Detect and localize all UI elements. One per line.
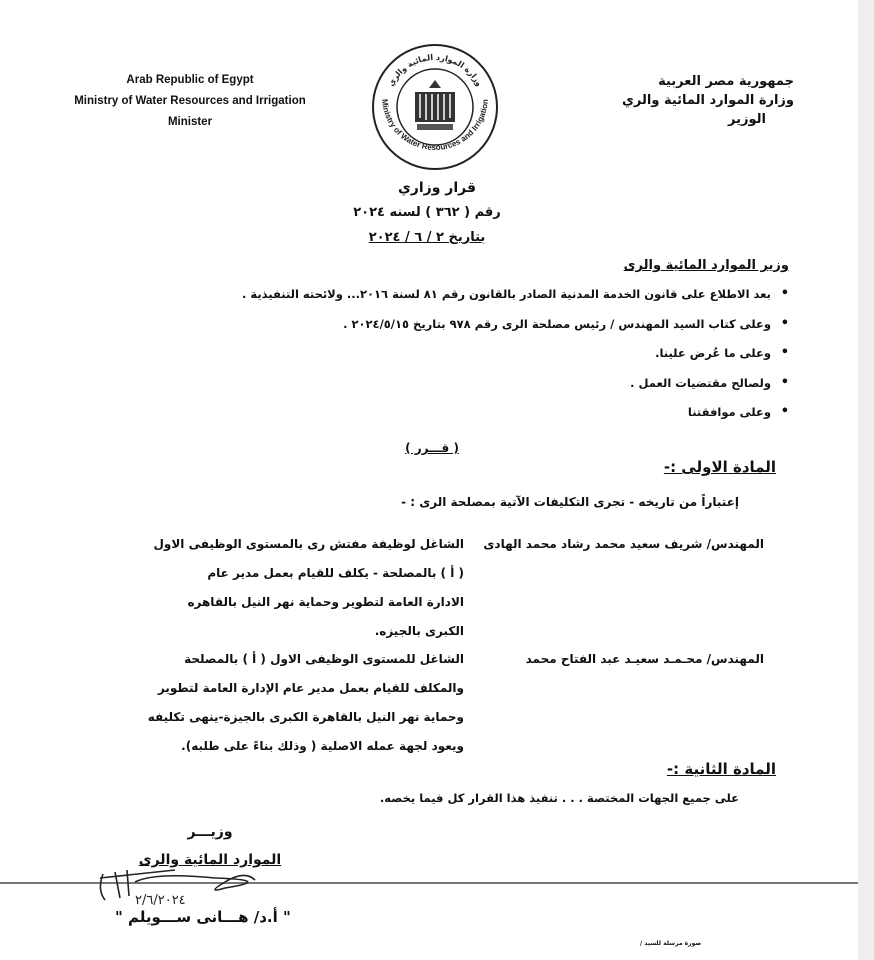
preamble-item: • وعلى ما عُرض علينا. [242,346,789,376]
entry-2-name: المهندس/ محـمـد سعيـد عبد الفتاح محمد [525,652,764,666]
header-ar-ministry: وزارة الموارد المائية والري [622,93,794,108]
signature-ministry: الموارد المائية والرى [138,852,282,868]
decree-title: قرار وزاري [397,180,477,196]
entry-line: الادارة العامة لتطوير وحماية نهر النيل بالقاهره [187,595,464,609]
signature-title: وزيـــر [187,824,233,840]
svg-text:٢/٦/٢٠٢٤: ٢/٦/٢٠٢٤ [135,893,186,908]
article2-heading: المادة الثانية :- [666,760,776,778]
article1-intro: إعتباراً من تاريخه - تجرى التكليفات الآتية بمصلحة الرى : - [401,495,739,509]
preamble-item: • بعد الاطلاع على قانون الخدمة المدنية الصادر بالقانون رقم ٨١ لسنة ٢٠١٦... ولائحته التنفيذية . [242,287,789,317]
minister-heading: وزير الموارد المائية والرى [623,258,789,273]
header-en [40,70,340,133]
ministry-seal-icon [360,42,510,177]
header-ar-country: جمهورية مصر العربية [658,74,794,89]
entry-line: وحماية نهر النيل بالقاهرة الكبرى بالجيزة-ينهى تكليفه [147,710,464,724]
article1-heading: المادة الاولى :- [663,458,776,476]
handwritten-signature-icon [95,860,285,910]
preamble-item: • وعلى موافقتنا [242,405,789,435]
preamble-item: • وعلى كتاب السيد المهندس / رئيس مصلحة الرى رقم ٩٧٨ بتاريخ ٢٠٢٤/٥/١٥ . [242,317,789,347]
svg-text:Ministry of Water Resources an: Ministry of Water Resources and Irrigation [379,98,490,153]
svg-text:وزارة الموارد المائية والري: وزارة الموارد المائية والري [386,52,484,88]
header-en-country: Arab Republic of Egypt [126,74,254,86]
preamble-item: • ولصالح مقتضيات العمل . [242,376,789,406]
entry-line: الشاغل للمستوى الوظيفى الاول ( أ ) بالمصلحة [184,652,464,666]
header-ar-minister: الوزير [728,112,766,127]
preamble-list [242,287,789,435]
header-en-minister: Minister [167,116,213,128]
page-edge [858,0,874,960]
header-en-ministry: Ministry of Water Resources and Irrigation [74,95,306,107]
article2-text: على جميع الجهات المختصة . . . تنفيذ هذا القرار كل فيما يخصه. [379,791,739,805]
decree-date: بتاريخ ٢ / ٦ / ٢٠٢٤ [368,230,486,245]
entry-2-details [104,645,464,761]
entry-line: والمكلف للقيام بعمل مدير عام الإدارة العامة لتطوير [157,681,464,695]
entry-line: ويعود لجهة عمله الاصلية ( وذلك بناءً على طلبه). [181,739,464,753]
entry-1-name: المهندس/ شريف سعيد محمد رشاد محمد الهادى [483,537,764,551]
entry-line: ( أ ) بالمصلحة - يكلف للقيام بعمل مدير عام [207,566,464,580]
entry-1-details [104,530,464,646]
decided-heading: ( قـــرر ) [405,441,459,455]
decree-number: رقم ( ٣٦٢ ) لسنه ٢٠٢٤ [353,205,501,220]
entry-line: الشاغل لوظيفة مفتش رى بالمستوى الوظيفى الاول [153,537,464,551]
entry-line: الكبرى بالجيزه. [374,624,464,638]
signatory-name: " أ.د/ هـــانى ســـويلم " [115,908,291,926]
footer-copy-note: صورة مرسلة للسيد / [640,940,702,947]
header-ar [622,72,794,129]
